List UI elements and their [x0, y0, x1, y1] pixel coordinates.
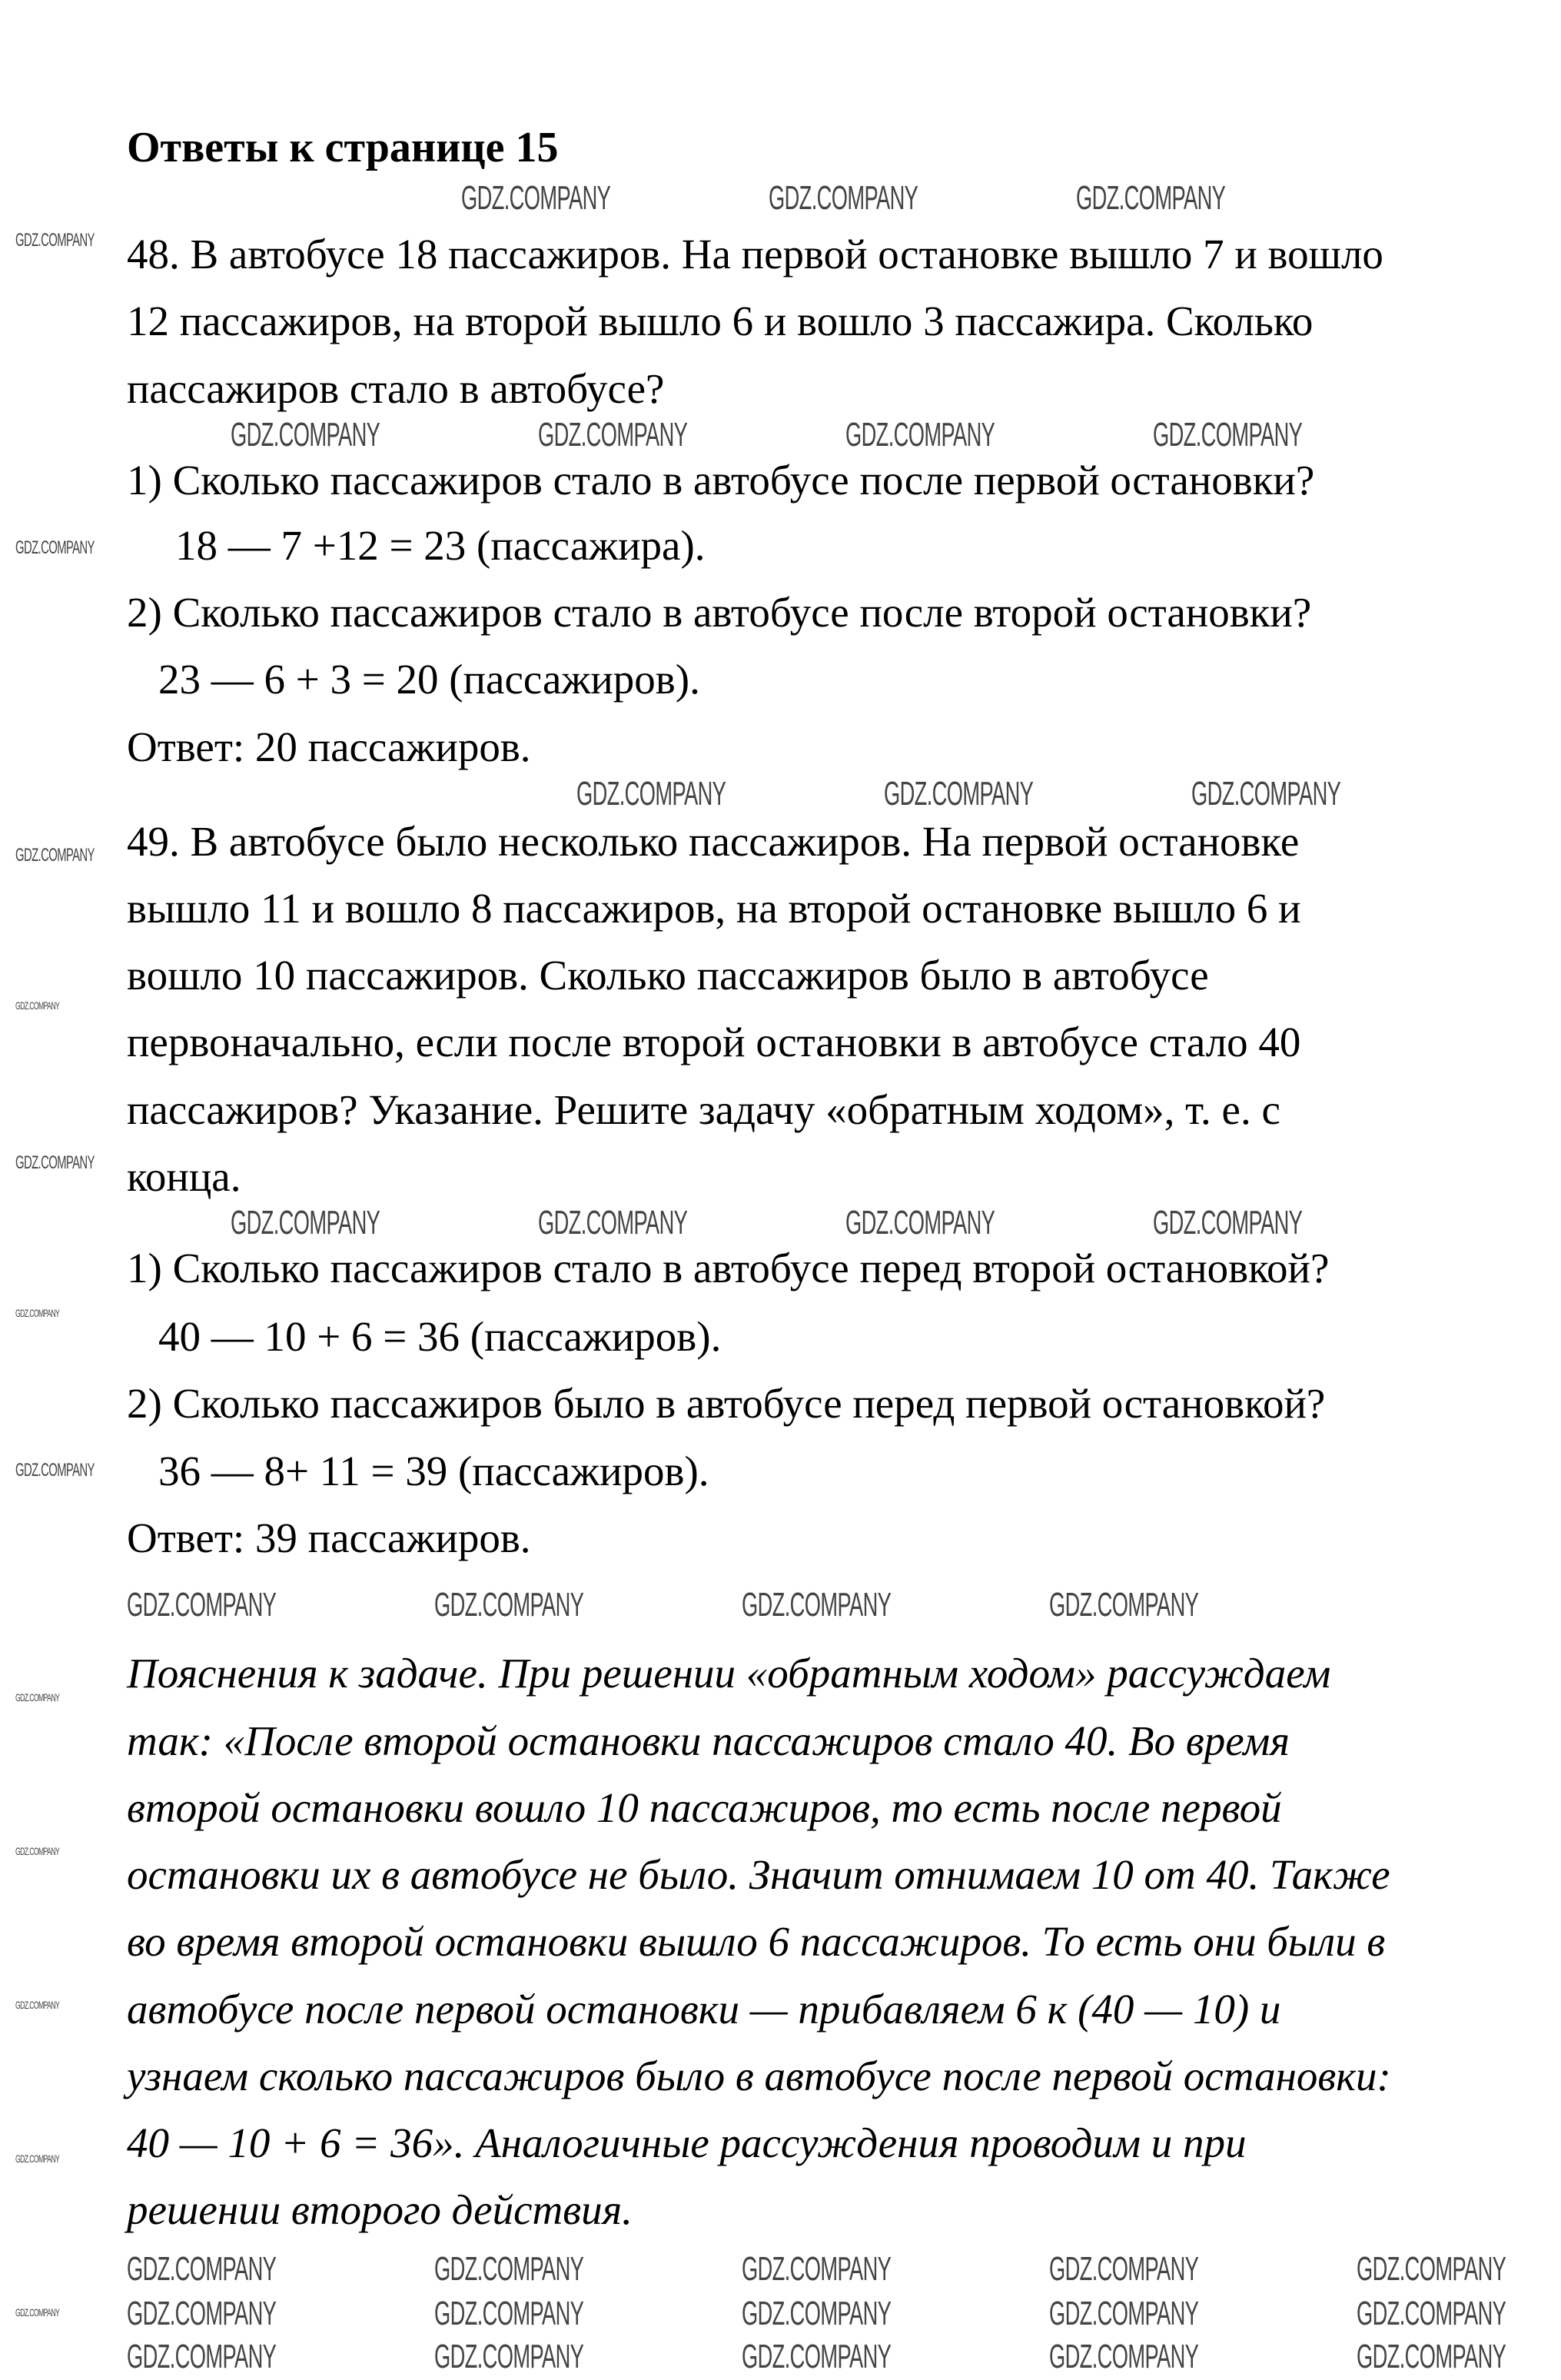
explanation-line: так: «После второй остановки пассажиров стало 40. Во время [127, 1717, 1290, 1764]
watermark: GDZ.COMPANY [15, 1460, 95, 1481]
question-1: 1) Сколько пассажиров стало в автобусе перед второй остановкой? [127, 1245, 1330, 1291]
watermark: GDZ.COMPANY [1191, 775, 1341, 813]
watermark: GDZ.COMPANY [127, 1586, 277, 1624]
task-text-line: конца. [127, 1153, 241, 1200]
watermark: GDZ.COMPANY [1357, 2338, 1506, 2375]
watermark: GDZ.COMPANY [434, 2250, 584, 2288]
watermark: GDZ.COMPANY [127, 2338, 277, 2375]
watermark: GDZ.COMPANY [845, 416, 995, 454]
watermark: GDZ.COMPANY [1076, 179, 1226, 217]
watermark: GDZ.COMPANY [1049, 2338, 1199, 2375]
question-2: 2) Сколько пассажиров стало в автобусе после второй остановки? [127, 589, 1312, 636]
watermark: GDZ.COMPANY [538, 416, 688, 454]
solution-2: 36 — 8+ 11 = 39 (пассажиров). [158, 1448, 709, 1494]
watermark: GDZ.COMPANY [742, 1586, 892, 1624]
question-2: 2) Сколько пассажиров было в автобусе перед первой остановкой? [127, 1380, 1326, 1427]
explanation-line: второй остановки вошло 10 пассажиров, то есть после первой [127, 1784, 1282, 1831]
watermark: GDZ.COMPANY [1049, 1586, 1199, 1624]
task-text-line: пассажиров стало в автобусе? [127, 365, 665, 412]
explanation-line: 40 — 10 + 6 = 36». Аналогичные рассуждения проводим и при [127, 2119, 1247, 2166]
watermark: GDZ.COMPANY [15, 230, 95, 251]
watermark: GDZ.COMPANY [434, 2295, 584, 2332]
watermark: GDZ.COMPANY [1153, 1204, 1303, 1242]
watermark: GDZ.COMPANY [884, 775, 1034, 813]
task-text-line: 48. В автобусе 18 пассажиров. На первой остановке вышло 7 и вошло [127, 231, 1383, 278]
watermark: GDZ.COMPANY [742, 2338, 892, 2375]
explanation-line: остановки их в автобусе не было. Значит отнимаем 10 от 40. Также [127, 1851, 1390, 1898]
watermark: GDZ.COMPANY [15, 1845, 60, 1857]
watermark: GDZ.COMPANY [127, 2295, 277, 2332]
page-title: Ответы к странице 15 [127, 124, 559, 171]
explanation-line: во время второй остановки вышло 6 пассажиров. То есть они были в [127, 1918, 1386, 1965]
solution-1: 18 — 7 +12 = 23 (пассажира). [175, 522, 706, 569]
task-text-line: вошло 10 пассажиров. Сколько пассажиров было в автобусе [127, 952, 1209, 999]
watermark: GDZ.COMPANY [434, 1586, 584, 1624]
watermark: GDZ.COMPANY [576, 775, 726, 813]
watermark: GDZ.COMPANY [1153, 416, 1303, 454]
solution-2: 23 — 6 + 3 = 20 (пассажиров). [158, 656, 700, 703]
watermark: GDZ.COMPANY [15, 2306, 60, 2319]
watermark: GDZ.COMPANY [538, 1204, 688, 1242]
watermark: GDZ.COMPANY [15, 1307, 60, 1319]
watermark: GDZ.COMPANY [15, 1999, 60, 2011]
explanation-line: автобусе после первой остановки — прибавляем 6 к (40 — 10) и [127, 1986, 1281, 2033]
watermark: GDZ.COMPANY [742, 2295, 892, 2332]
task-text-line: 49. В автобусе было несколько пассажиров. На первой остановке [127, 818, 1300, 865]
watermark: GDZ.COMPANY [15, 1691, 60, 1704]
watermark: GDZ.COMPANY [231, 416, 380, 454]
solution-1: 40 — 10 + 6 = 36 (пассажиров). [158, 1313, 722, 1360]
watermark: GDZ.COMPANY [15, 537, 95, 558]
watermark: GDZ.COMPANY [15, 2152, 60, 2165]
question-1: 1) Сколько пассажиров стало в автобусе после первой остановки? [127, 457, 1315, 504]
answer: Ответ: 20 пассажиров. [127, 723, 531, 770]
watermark: GDZ.COMPANY [15, 999, 60, 1012]
watermark: GDZ.COMPANY [1049, 2250, 1199, 2288]
task-text-line: вышло 11 и вошло 8 пассажиров, на второй остановке вышло 6 и [127, 885, 1301, 932]
watermark: GDZ.COMPANY [434, 2338, 584, 2375]
answer: Ответ: 39 пассажиров. [127, 1514, 531, 1561]
watermark: GDZ.COMPANY [461, 179, 611, 217]
watermark: GDZ.COMPANY [1049, 2295, 1199, 2332]
watermark: GDZ.COMPANY [231, 1204, 380, 1242]
watermark: GDZ.COMPANY [1357, 2295, 1506, 2332]
watermark: GDZ.COMPANY [1357, 2250, 1506, 2288]
explanation-line: узнаем сколько пассажиров было в автобусе после первой остановки: [127, 2053, 1391, 2099]
watermark: GDZ.COMPANY [845, 1204, 995, 1242]
task-text-line: первоначально, если после второй остановки в автобусе стало 40 [127, 1019, 1301, 1065]
watermark: GDZ.COMPANY [127, 2250, 277, 2288]
watermark: GDZ.COMPANY [742, 2250, 892, 2288]
task-text-line: 12 пассажиров, на второй вышло 6 и вошло 3 пассажира. Сколько [127, 298, 1314, 344]
explanation-line: решении второго действия. [127, 2186, 633, 2233]
watermark: GDZ.COMPANY [769, 179, 918, 217]
explanation-line: Пояснения к задаче. При решении «обратным ходом» рассуждаем [127, 1650, 1331, 1697]
task-text-line: пассажиров? Указание. Решите задачу «обратным ходом», т. е. с [127, 1086, 1280, 1133]
watermark: GDZ.COMPANY [15, 845, 95, 866]
watermark: GDZ.COMPANY [15, 1152, 95, 1173]
